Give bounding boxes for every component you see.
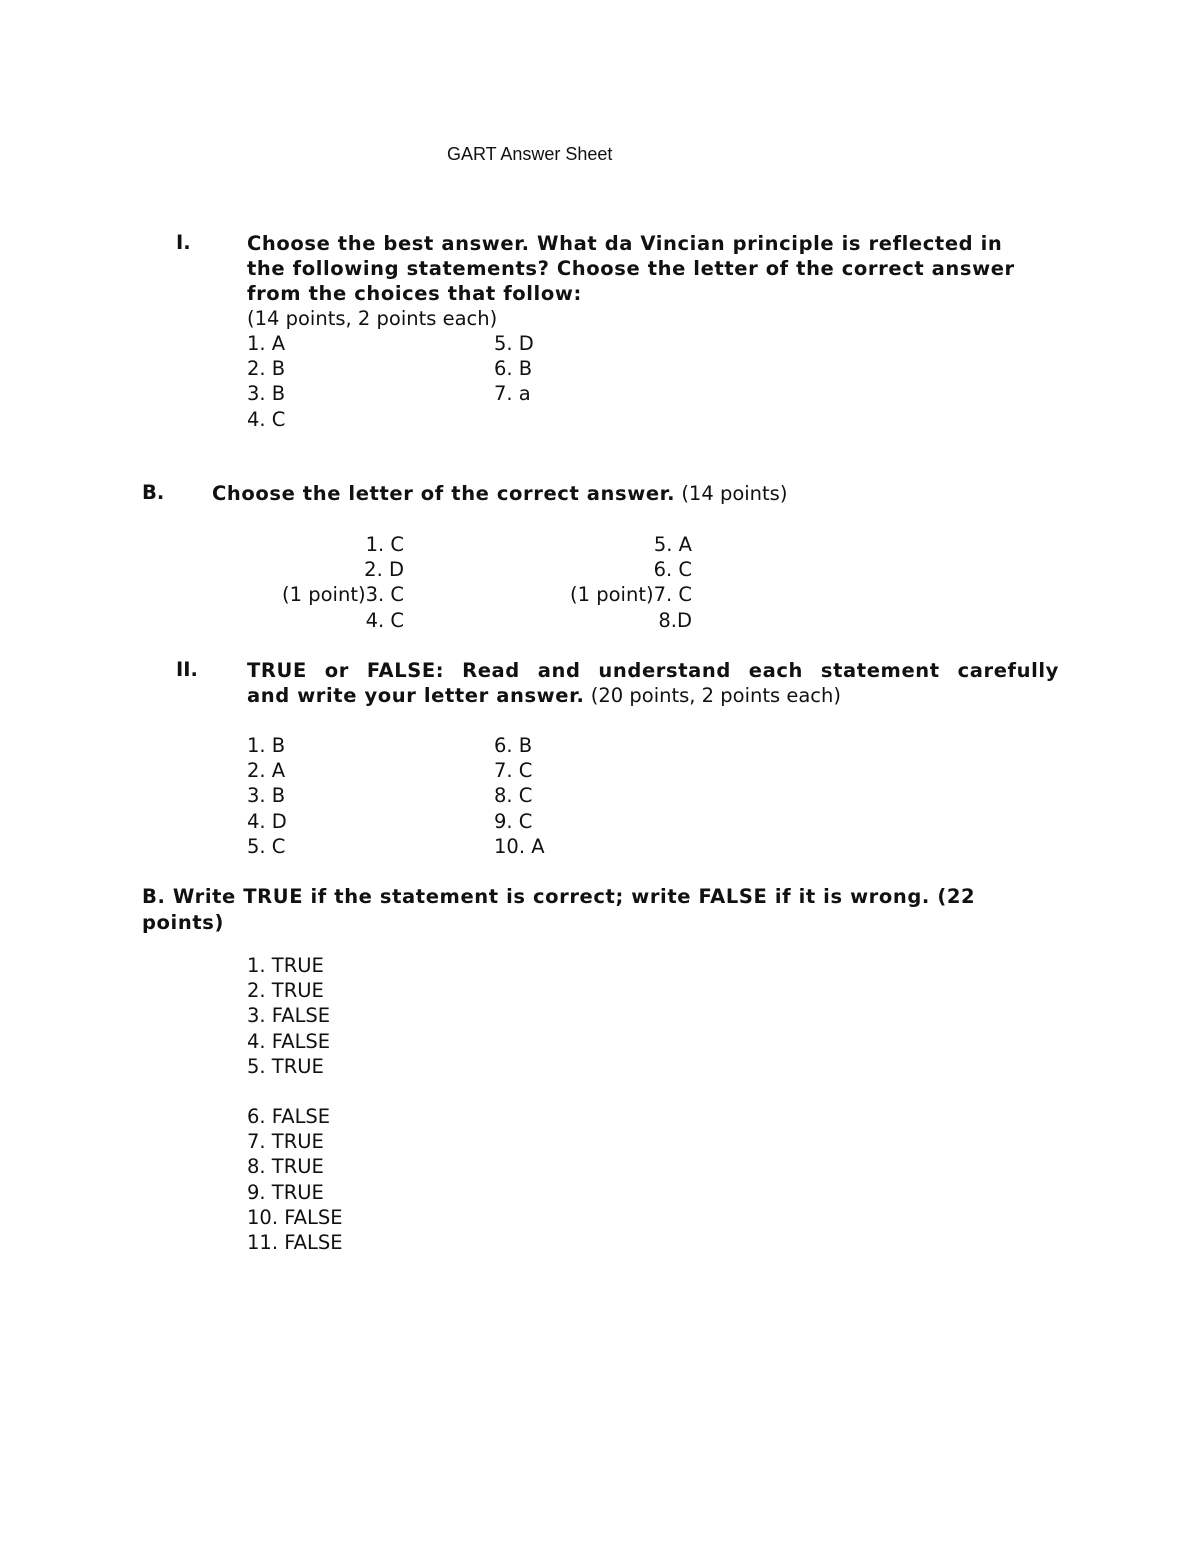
answer-item: 5. A xyxy=(653,533,692,556)
section-question xyxy=(247,231,1015,306)
answer-item: 4. C xyxy=(247,407,286,431)
question-line: Choose the best answer. What da Vincian principle is reflected in xyxy=(247,232,1003,255)
answer-item: 2. D xyxy=(364,558,404,582)
answer-item: 9. TRUE xyxy=(247,1180,324,1204)
answer-item: (1 point)7. C xyxy=(570,583,692,607)
answer-item: 11. FALSE xyxy=(247,1230,343,1254)
answer-item: 4. D xyxy=(247,809,287,833)
answer-item: 3. B xyxy=(247,784,286,808)
answer-item: 2. TRUE xyxy=(247,979,324,1003)
answer-item: 7. TRUE xyxy=(247,1130,324,1154)
question-word: carefully xyxy=(957,659,1059,682)
answer-column xyxy=(494,733,545,859)
question-word: each xyxy=(748,659,804,682)
question-line: points) xyxy=(142,911,224,934)
answer-item: 6. B xyxy=(494,734,533,757)
answer-item: 1. C xyxy=(365,533,404,556)
answer-item: 5. C xyxy=(247,834,286,858)
points-label: (14 points) xyxy=(675,482,788,505)
section-numeral: II. xyxy=(176,658,198,681)
answer-item: 7. a xyxy=(494,382,531,406)
answer-column xyxy=(570,532,692,633)
question-text: Choose the letter of the correct answer. xyxy=(212,482,676,505)
question-line: B. Write TRUE if the statement is correct; write FALSE if it is wrong. (22 xyxy=(142,885,976,908)
question-line: from the choices that follow: xyxy=(247,282,582,305)
section-question xyxy=(247,683,841,708)
answer-item: 10. FALSE xyxy=(247,1205,343,1229)
answer-item: 1. TRUE xyxy=(247,954,324,977)
answer-item: 8.D xyxy=(658,608,692,632)
answer-item: 3. FALSE xyxy=(247,1004,331,1028)
answer-item: 7. C xyxy=(494,759,533,783)
answer-item: (1 point)3. C xyxy=(282,583,404,607)
answer-item: 6. B xyxy=(494,357,533,381)
answer-item: 2. B xyxy=(247,357,286,381)
points-label: (14 points, 2 points each) xyxy=(247,307,498,330)
answer-item: 5. D xyxy=(494,332,534,355)
answer-column xyxy=(247,331,285,432)
answer-item: 8. C xyxy=(494,784,533,808)
question-word: or xyxy=(324,659,349,682)
answer-item: 4. C xyxy=(365,608,404,632)
section-numeral: I. xyxy=(176,231,191,254)
answer-item: 9. C xyxy=(494,809,533,833)
answer-item: 2. A xyxy=(247,759,286,783)
answer-column xyxy=(494,331,534,407)
answer-column xyxy=(247,733,287,859)
section-numeral: B. xyxy=(142,481,165,504)
question-text: and write your letter answer. xyxy=(247,684,585,707)
question-word: Read xyxy=(462,659,520,682)
answer-item: 5. TRUE xyxy=(247,1054,324,1078)
answer-item: 10. A xyxy=(494,834,545,858)
section-question xyxy=(212,481,787,506)
answer-item: 8. TRUE xyxy=(247,1155,324,1179)
section-question xyxy=(247,658,1059,683)
answer-item: 6. FALSE xyxy=(247,1105,331,1128)
section-question xyxy=(142,884,975,936)
answer-column xyxy=(247,953,330,1079)
question-word: understand xyxy=(598,659,731,682)
question-word: FALSE: xyxy=(366,659,445,682)
answer-item: 6. C xyxy=(653,558,692,582)
question-line: the following statements? Choose the letter of the correct answer xyxy=(247,257,1015,280)
answer-item: 4. FALSE xyxy=(247,1029,331,1053)
page-title: GART Answer Sheet xyxy=(447,144,613,164)
answer-item: 3. B xyxy=(247,382,286,406)
answer-item: 1. A xyxy=(247,332,286,355)
answer-column xyxy=(247,1104,343,1255)
question-word: and xyxy=(537,659,581,682)
question-word: TRUE xyxy=(247,659,307,682)
answer-item: 1. B xyxy=(247,734,286,757)
answer-column xyxy=(282,532,404,633)
points-label: (20 points, 2 points each) xyxy=(584,684,841,707)
question-word: statement xyxy=(820,659,940,682)
